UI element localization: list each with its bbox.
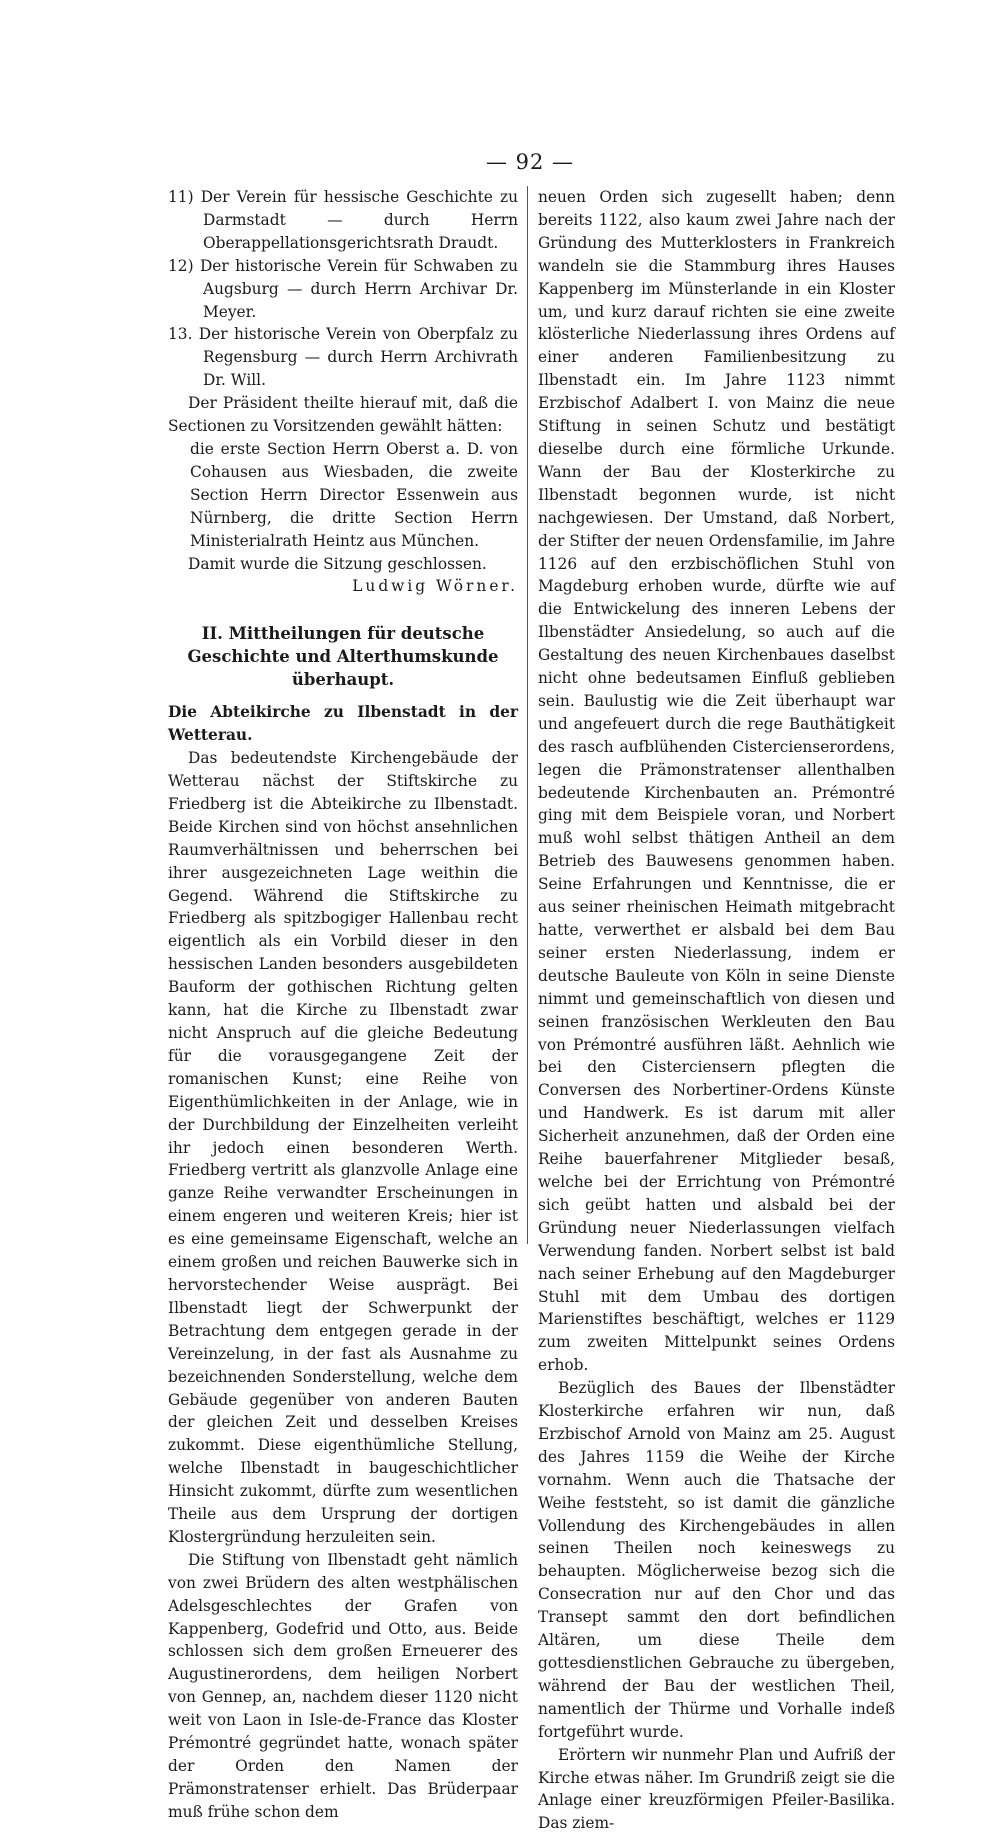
sections-list: die erste Section Herrn Oberst a. D. von Cohausen aus Wiesbaden, die zweite Section Herrn Director Essenwein aus Nürnberg, die dritte Section Herrn Ministerialrath Heintz aus München. — [190, 439, 518, 550]
paragraph: Der Präsident theilte hierauf mit, daß die Sectionen zu Vorsitzenden gewählt hätten: — [168, 394, 518, 436]
page-number: — 92 — — [485, 150, 575, 174]
paragraph: Das bedeutendste Kirchengebäude der Wetterau nächst der Stiftskirche zu Friedberg ist die Abteikirche zu Ilbenstadt. Beide Kirchen sind von höchst ansehnlichen Raumverhältnissen und beherrschen bei ihrer ausgezeichneten Lage weithin die Gegend. Während die Stiftskirche zu Friedberg als spitzbogiger Hallenbau recht eigentlich als ein Vorbild dieser in den hessischen Landen besonders ausgebildeten Bauform der gothischen Richtung gelten kann, hat die Kirche zu Ilbenstadt zwar nicht Anspruch auf die gleiche Bedeutung für die vorausgegangene Zeit der romanischen Kunst; eine Reihe von Eigenthümlichkeiten in der Anlage, wie in der Durchbildung der Einzelheiten verleiht ihr jedoch einen besonderen Werth. Friedberg vertritt als glanzvolle Anlage eine ganze Reihe verwandter Erscheinungen in einem engeren und weiteren Kreis; hier ist es eine gemeinsame Eigenschaft, welche an einem großen und reichen Bauwerke sich in hervorstechender Weise ausprägt. Bei Ilbenstadt liegt der Schwerpunkt der Betrachtung dem entgegen gerade in der Vereinzelung, in der fast als Ausnahme zu bezeichnenden Sonderstellung, welche dem Gebäude gegenüber von anderen Bauten der gleichen Zeit und desselben Kreises zukommt. Diese eigenthümliche Stellung, welche Ilbenstadt in baugeschichtlicher Hinsicht zukommt, dürfte zum wesentlichen Theile aus dem Ursprung der dortigen Klostergründung herzuleiten sein. — [168, 749, 518, 1546]
closing-line: Damit wurde die Sitzung geschlossen. — [188, 554, 487, 573]
right-column — [538, 186, 895, 1835]
list-item: 13. Der historische Verein von Oberpfalz zu Regensburg — durch Herrn Archivrath Dr. Will. — [168, 325, 518, 390]
left-column — [168, 186, 518, 1824]
list-item: 11) Der Verein für hessische Geschichte zu Darmstadt — durch Herrn Oberappellationsgerichtsrath Draudt. — [168, 188, 518, 252]
signature: Ludwig Wörner. — [352, 577, 518, 596]
article-title: Die Abteikirche zu Ilbenstadt in der Wetterau. — [168, 703, 518, 745]
paragraph: Erörtern wir nunmehr Plan und Aufriß der Kirche etwas näher. Im Grundriß zeigt sie die Anlage einer kreuzförmigen Pfeiler-Basilika. Das ziem- — [538, 1745, 895, 1833]
paragraph: Bezüglich des Baues der Ilbenstädter Klosterkirche erfahren wir nun, daß Erzbischof Arnold von Mainz am 25. August des Jahres 1159 die Weihe der Kirche vornahm. Wenn auch die Thatsache der Weihe feststeht, so ist damit die gänzliche Vollendung des Kirchengebäudes in allen seinen Theilen noch keineswegs zu behaupten. Möglicherweise bezog sich die Consecration nur auf den Chor und das Transept sammt den dort befindlichen Altären, um diese Theile dem gottesdienstlichen Gebrauche zu übergeben, während der Bau der westlichen Theil, namentlich der Thürme und Vorhalle indeß fortgeführt wurde. — [538, 1379, 895, 1741]
section-heading: II. Mittheilungen für deutsche Geschichte und Alterthumskunde überhaupt. — [187, 624, 499, 690]
column-divider — [527, 186, 528, 1244]
paragraph: neuen Orden sich zugesellt haben; denn bereits 1122, also kaum zwei Jahre nach der Gründung des Mutterklosters in Frankreich wandeln sie die Stammburg ihres Hauses Kappenberg im Münsterlande in ein Kloster um, und kurz darauf richten sie eine zweite klösterliche Niederlassung ihres Ordens auf einer anderen Familienbesitzung zu Ilbenstadt ein. Im Jahre 1123 nimmt Erzbischof Adalbert I. von Mainz die neue Stiftung in seinen Schutz und bestätigt dieselbe durch eine förmliche Urkunde. Wann der Bau der Klosterkirche zu Ilbenstadt begonnen wurde, ist nicht nachgewiesen. Der Umstand, daß Norbert, der Stifter der neuen Ordensfamilie, im Jahre 1126 auf den erzbischöflichen Stuhl von Magdeburg erhoben wurde, dürfte wie auf die Entwickelung des inneren Lebens der Ilbenstädter Ansiedelung, so auch auf die Gestaltung des neuen Kirchenbaues daselbst nicht ohne bedeutsamen Einfluß geblieben sein. Baulustig wie die Zeit überhaupt war und angefeuert durch die rege Bauthätigkeit des rasch aufblühenden Cistercienserordens, legen die Prämonstratenser allenthalben bedeutende Kirchenbauten an. Prémontré ging mit dem Beispiele voran, und Norbert muß wohl selbst thätigen Antheil an dem Betrieb des Bauwesens genommen haben. Seine Erfahrungen und Kenntnisse, die er aus seiner rheinischen Heimath mitgebracht hatte, verwerthet er alsbald bei dem Bau seiner ersten Niederlassung, indem er deutsche Bauleute von Köln in seine Dienste nimmt und gemeinschaftlich von diesen und seinen französischen Werkleuten den Bau von Prémontré ausführen läßt. Aehnlich wie bei den Cisterciensern pflegten die Conversen des Norbertiner-Ordens Künste und Handwerk. Es ist darum mit aller Sicherheit anzunehmen, daß der Orden eine Reihe bauerfahrener Mitglieder besaß, welche bei der Errichtung von Prémontré sich geübt hatten und alsbald bei der Gründung neuer Niederlassungen vielfach Verwendung fanden. Norbert selbst ist bald nach seiner Erhebung auf den Magdeburger Stuhl mit dem Umbau des dortigen Marienstiftes beschäftigt, welches er 1129 zum zweiten Mittelpunkt seines Ordens erhob. — [538, 188, 895, 1375]
list-item: 12) Der historische Verein für Schwaben zu Augsburg — durch Herrn Archivar Dr. Meyer. — [168, 256, 518, 321]
paragraph: Die Stiftung von Ilbenstadt geht nämlich von zwei Brüdern des alten westphälischen Adelsgeschlechtes der Grafen von Kappenberg, Godefrid und Otto, aus. Beide schlossen sich dem großen Erneuerer des Augustinerordens, dem heiligen Norbert von Gennep, an, nachdem dieser 1120 nicht weit von Laon in Isle-de-France das Kloster Prémontré gegründet hatte, wonach später der Orden den Namen der Prämonstratenser erhielt. Das Brüderpaar muß frühe schon dem — [168, 1550, 518, 1821]
